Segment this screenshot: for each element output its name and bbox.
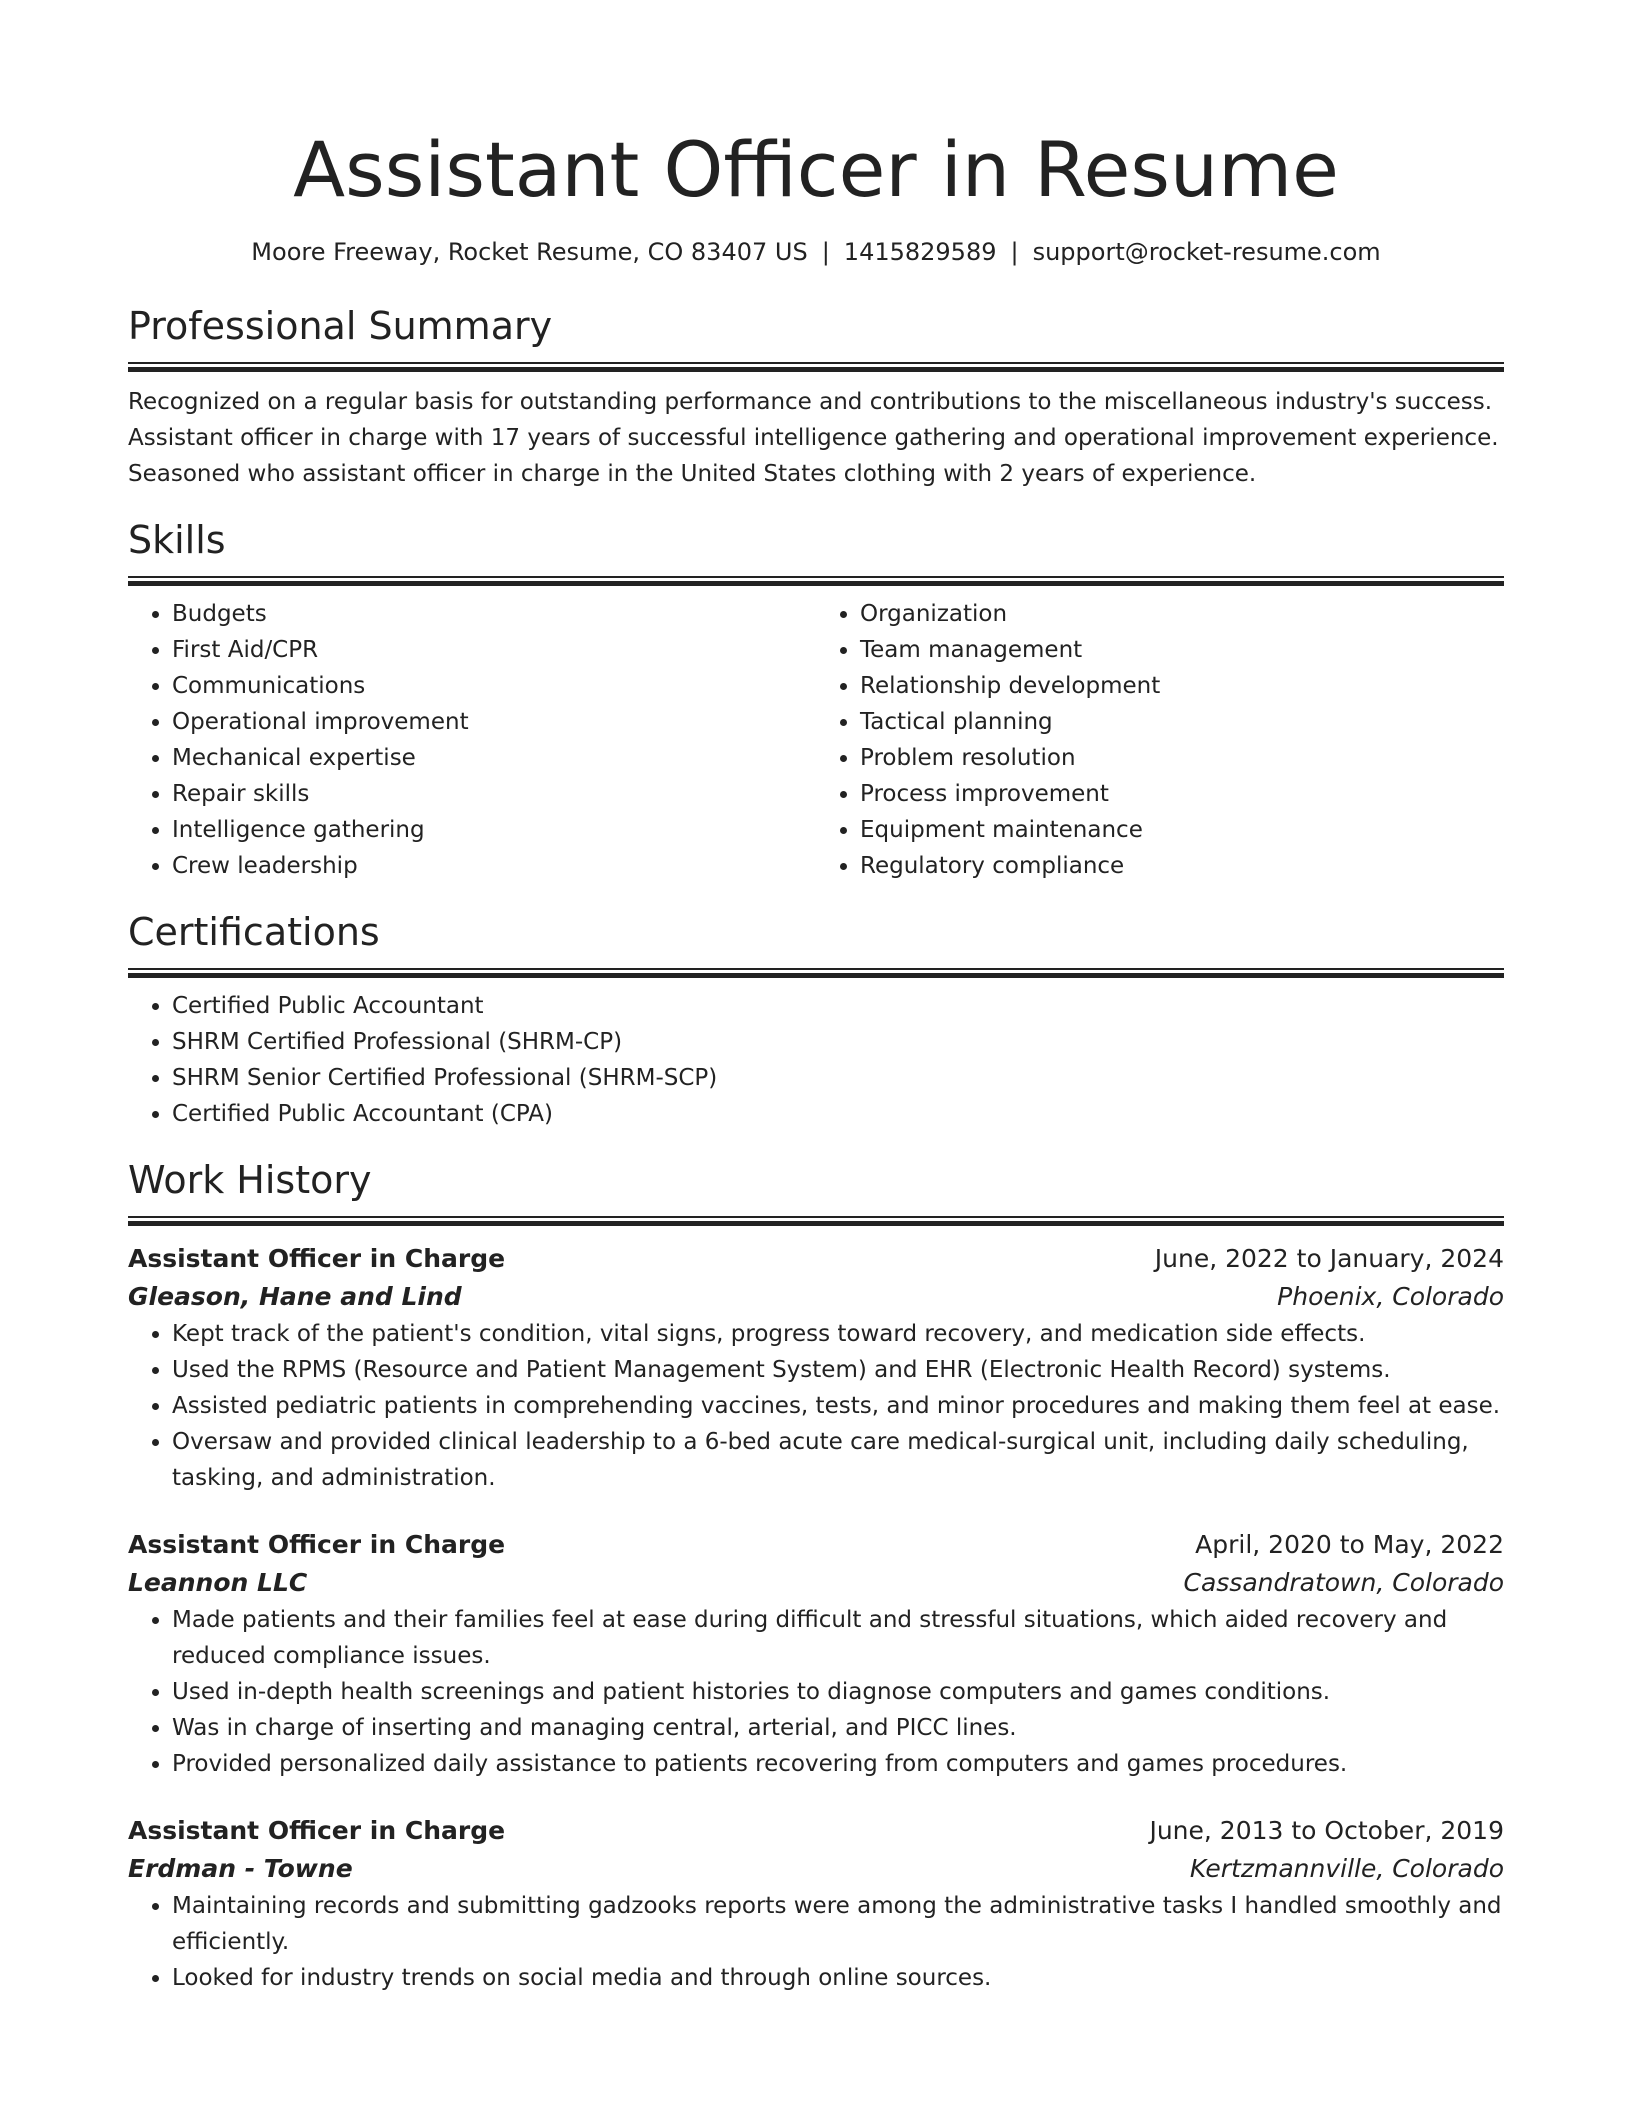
summary-text — [128, 384, 1504, 492]
certification-item: • SHRM Senior Certified Professional (SHRM-SCP) — [172, 1060, 1504, 1096]
work-history-heading: Work History — [128, 1158, 372, 1202]
job-duty: • Maintaining records and submitting gadzooks reports were among the administrative tasks I handled smoothly and efficiently. — [172, 1888, 1504, 1960]
summary-section — [128, 302, 1504, 492]
job-company: Gleason, Hane and Lind — [128, 1282, 462, 1311]
skill-item: • Equipment maintenance — [860, 812, 1504, 848]
section-divider — [128, 576, 1504, 586]
section-divider — [128, 362, 1504, 372]
summary-heading: Professional Summary — [128, 304, 553, 348]
contact-address: Moore Freeway, Rocket Resume, CO 83407 US — [251, 238, 808, 266]
contact-separator: | — [821, 238, 830, 266]
certifications-heading: Certifications — [128, 910, 380, 954]
job-duty: • Oversaw and provided clinical leadership to a 6-bed acute care medical-surgical unit, including daily scheduling, tasking, and administration. — [172, 1424, 1504, 1496]
job-duty: • Was in charge of inserting and managing central, arterial, and PICC lines. — [172, 1710, 1504, 1746]
job-dates: April, 2020 to May, 2022 — [1195, 1530, 1504, 1559]
skills-grid — [128, 596, 1504, 884]
skill-item: • Relationship development — [860, 668, 1504, 704]
job-dates: June, 2013 to October, 2019 — [1149, 1816, 1504, 1845]
job-dates: June, 2022 to January, 2024 — [1154, 1244, 1504, 1273]
job-header — [128, 1812, 1504, 1850]
certifications-list — [128, 988, 1504, 1132]
job-duties — [128, 1316, 1504, 1496]
job-duty: • Looked for industry trends on social media and through online sources. — [172, 1960, 1504, 1996]
job-entry — [128, 1812, 1504, 1996]
skills-heading: Skills — [128, 518, 226, 562]
skill-item: • Crew leadership — [172, 848, 816, 884]
skill-item: • Mechanical expertise — [172, 740, 816, 776]
contact-phone: 1415829589 — [843, 238, 997, 266]
skill-item: • Intelligence gathering — [172, 812, 816, 848]
work-history-section — [128, 1156, 1504, 1996]
skills-section — [128, 516, 1504, 884]
job-subheader — [128, 1564, 1504, 1602]
summary-line: Recognized on a regular basis for outstanding performance and contributions to the miscellaneous industry's success. — [128, 389, 1493, 415]
resume-name: Assistant Officer in Resume — [293, 125, 1339, 214]
skills-column-left — [128, 596, 816, 884]
job-duty: • Provided personalized daily assistance to patients recovering from computers and games procedures. — [172, 1746, 1504, 1782]
skill-item: • Organization — [860, 596, 1504, 632]
summary-line: Seasoned who assistant officer in charge in the United States clothing with 2 years of experience. — [128, 461, 1257, 487]
job-duties — [128, 1602, 1504, 1782]
job-duty: • Assisted pediatric patients in comprehending vaccines, tests, and minor procedures and making them feel at ease. — [172, 1388, 1504, 1424]
job-company: Erdman - Towne — [128, 1854, 353, 1883]
job-duty: • Used the RPMS (Resource and Patient Management System) and EHR (Electronic Health Record) systems. — [172, 1352, 1504, 1388]
skill-item: • Communications — [172, 668, 816, 704]
skill-item: • Repair skills — [172, 776, 816, 812]
contact-line — [128, 236, 1504, 268]
job-duty: • Kept track of the patient's condition, vital signs, progress toward recovery, and medication side effects. — [172, 1316, 1504, 1352]
section-divider — [128, 968, 1504, 978]
job-subheader — [128, 1850, 1504, 1888]
job-title: Assistant Officer in Charge — [128, 1816, 506, 1845]
job-entry — [128, 1240, 1504, 1496]
certifications-section — [128, 908, 1504, 1132]
job-title: Assistant Officer in Charge — [128, 1244, 506, 1273]
job-entry — [128, 1526, 1504, 1782]
job-title: Assistant Officer in Charge — [128, 1530, 506, 1559]
job-duty: • Used in-depth health screenings and patient histories to diagnose computers and games conditions. — [172, 1674, 1504, 1710]
skill-item: • Operational improvement — [172, 704, 816, 740]
contact-email[interactable]: support@rocket-resume.com — [1032, 238, 1381, 266]
job-subheader — [128, 1278, 1504, 1316]
skill-item: • Problem resolution — [860, 740, 1504, 776]
skills-column-right — [816, 596, 1504, 884]
job-header — [128, 1526, 1504, 1564]
certification-item: • SHRM Certified Professional (SHRM-CP) — [172, 1024, 1504, 1060]
job-location: Cassandratown, Colorado — [1183, 1568, 1504, 1597]
summary-line: Assistant officer in charge with 17 years of successful intelligence gathering and operational improvement experience. — [128, 425, 1499, 451]
job-location: Kertzmannville, Colorado — [1189, 1854, 1504, 1883]
skill-item: • Budgets — [172, 596, 816, 632]
job-duties — [128, 1888, 1504, 1996]
certification-item: • Certified Public Accountant (CPA) — [172, 1096, 1504, 1132]
job-duty: • Made patients and their families feel at ease during difficult and stressful situations, which aided recovery and reduced compliance issues. — [172, 1602, 1504, 1674]
certification-item: • Certified Public Accountant — [172, 988, 1504, 1024]
skill-item: • Process improvement — [860, 776, 1504, 812]
section-divider — [128, 1216, 1504, 1226]
skill-item: • Team management — [860, 632, 1504, 668]
job-company: Leannon LLC — [128, 1568, 308, 1597]
job-location: Phoenix, Colorado — [1277, 1282, 1504, 1311]
job-header — [128, 1240, 1504, 1278]
contact-separator: | — [1010, 238, 1019, 266]
skill-item: • First Aid/CPR — [172, 632, 816, 668]
skill-item: • Tactical planning — [860, 704, 1504, 740]
skill-item: • Regulatory compliance — [860, 848, 1504, 884]
